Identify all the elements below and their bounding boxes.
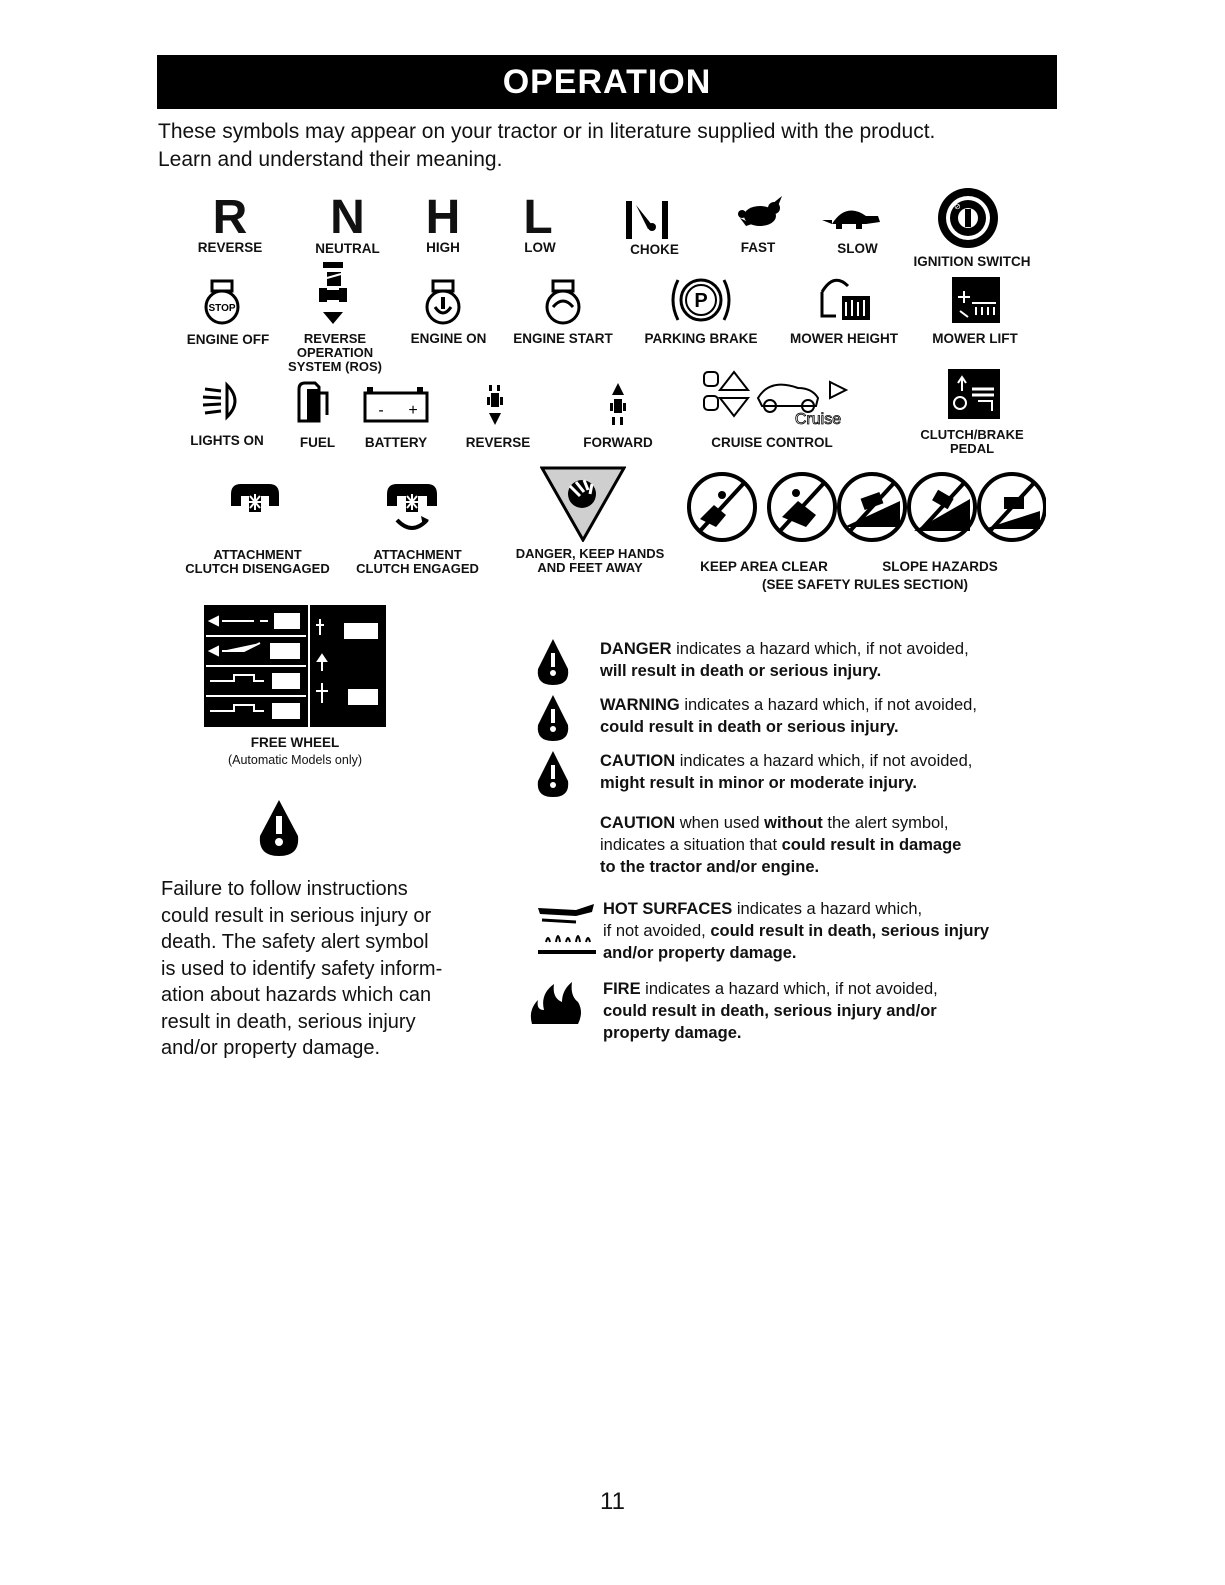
high-label: HIGH [426, 240, 460, 255]
rabbit-fast-icon [732, 196, 784, 230]
danger-hands-label-2: AND FEET AWAY [537, 560, 643, 575]
intro-line-2: Learn and understand their meaning. [158, 148, 503, 171]
intro-text [158, 118, 1058, 174]
caution2-mid1: when used [675, 814, 765, 832]
failure-line: could result in serious injury or [161, 904, 432, 927]
page-title: OPERATION [157, 55, 1057, 109]
ros-label [280, 332, 390, 374]
parking-p-text: P [694, 290, 708, 312]
attachment-disengaged-label [175, 548, 340, 576]
caution-rest: indicates a hazard which, if not avoided, [675, 752, 973, 770]
clutch-brake-label-1: CLUTCH/BRAKE [920, 427, 1024, 442]
neutral-letter: N [330, 191, 365, 244]
engine-on-label: ENGINE ON [410, 331, 487, 346]
page-number: 11 [600, 1488, 625, 1515]
caution2-line2a: indicates a situation that [600, 836, 782, 854]
hot-line2a: if not avoided, [603, 922, 711, 940]
hot-surfaces-icon [536, 900, 598, 960]
attach-en-label-1: ATTACHMENT [373, 547, 462, 562]
free-wheel-icon [204, 605, 386, 727]
danger-definition [600, 638, 1040, 682]
parking-brake-label: PARKING BRAKE [644, 331, 758, 346]
free-wheel-label: FREE WHEEL [250, 735, 340, 750]
attachment-engaged-label [345, 548, 490, 576]
reverse-label: REVERSE [197, 240, 263, 255]
hot-line2b: could result in death, serious injury [710, 922, 990, 940]
warning-definition [600, 694, 1040, 738]
slope-hazards-icon [836, 471, 1046, 543]
fire-icon [528, 980, 584, 1026]
failure-line: death. The safety alert symbol [161, 931, 429, 953]
failure-line: Failure to follow instructions [161, 878, 408, 900]
svg-text:⊘: ⊘ [954, 202, 961, 211]
danger-bold: will result in death or serious injury. [600, 662, 882, 680]
lights-on-label: LIGHTS ON [190, 433, 264, 448]
danger-hands-label [505, 547, 675, 575]
caution-definition [600, 750, 1040, 794]
battery-minus: - [378, 402, 384, 419]
fire-word: FIRE [603, 980, 641, 998]
forward-arrow-icon [608, 381, 628, 429]
engine-start-icon [543, 279, 583, 325]
warning-bold: could result in death or serious injury. [600, 718, 899, 736]
choke-icon [622, 199, 672, 241]
hot-rest: indicates a hazard which, [732, 900, 923, 918]
low-letter: L [523, 191, 553, 244]
caution-alert-icon [536, 749, 570, 799]
ignition-switch-icon [937, 187, 999, 249]
caution2-without: without [764, 814, 823, 832]
danger-word: DANGER [600, 640, 672, 658]
failure-line: ation about hazards which can [161, 984, 432, 1006]
cruise-text: Cruise [794, 411, 842, 428]
cruise-control-icon [700, 368, 860, 428]
neutral-label: NEUTRAL [315, 241, 380, 256]
attachment-disengaged-icon [229, 482, 281, 516]
danger-hands-label-1: DANGER, KEEP HANDS [515, 546, 665, 561]
ros-label-2: OPERATION [296, 345, 374, 360]
caution2-word: CAUTION [600, 814, 676, 832]
fuel-label: FUEL [299, 435, 336, 450]
free-wheel-sublabel: (Automatic Models only) [227, 753, 363, 767]
failure-line: result in death, serious injury [161, 1010, 416, 1033]
choke-label: CHOKE [630, 242, 679, 257]
danger-rest: indicates a hazard which, if not avoided, [671, 640, 969, 658]
high-letter: H [425, 191, 461, 244]
caution-no-symbol-definition [600, 812, 1040, 878]
ignition-label: IGNITION SWITCH [913, 254, 1031, 269]
ros-icon [313, 258, 353, 330]
turtle-slow-icon [822, 202, 884, 230]
ros-label-1: REVERSE [303, 331, 367, 346]
hot-line3: and/or property damage. [603, 944, 797, 962]
parking-brake-icon [670, 272, 732, 328]
battery-icon [361, 385, 431, 425]
engine-start-label: ENGINE START [513, 331, 613, 346]
fire-definition [603, 978, 1043, 1044]
engine-on-icon [423, 279, 463, 325]
headlight-icon [201, 379, 245, 423]
attach-dis-label-1: ATTACHMENT [213, 547, 302, 562]
attachment-engaged-icon [385, 482, 439, 538]
fire-line2: could result in death, serious injury and/or [603, 1002, 937, 1020]
reverse-arrow-icon [485, 381, 505, 429]
engine-off-icon [202, 279, 242, 325]
attach-dis-label-2: CLUTCH DISENGAGED [185, 561, 330, 576]
slow-label: SLOW [837, 241, 878, 256]
fuel-icon [297, 381, 331, 423]
fire-rest: indicates a hazard which, if not avoided, [640, 980, 938, 998]
fire-line3: property damage. [603, 1024, 742, 1042]
failure-paragraph [161, 876, 471, 1062]
warning-rest: indicates a hazard which, if not avoided, [679, 696, 977, 714]
failure-line: is used to identify safety inform- [161, 957, 443, 980]
mower-lift-label: MOWER LIFT [932, 331, 1018, 346]
slope-hazards-label: SLOPE HAZARDS [882, 559, 998, 574]
caution-word: CAUTION [600, 752, 676, 770]
caution2-line2b: could result in damage [781, 836, 962, 854]
danger-hands-icon [540, 466, 626, 542]
keep-area-clear-label: KEEP AREA CLEAR [700, 559, 828, 574]
engine-off-icon-text: STOP [208, 303, 236, 314]
fast-label: FAST [740, 240, 776, 255]
ros-label-3: SYSTEM (ROS) [288, 359, 382, 374]
mower-lift-icon [952, 277, 1000, 323]
safety-alert-icon [258, 798, 300, 858]
cruise-label: CRUISE CONTROL [711, 435, 833, 450]
safety-rules-note: (SEE SAFETY RULES SECTION) [761, 577, 969, 592]
forward-label: FORWARD [583, 435, 653, 450]
caution2-line3: to the tractor and/or engine. [600, 858, 820, 876]
reverse-letter: R [212, 191, 248, 244]
clutch-brake-label-2: PEDAL [949, 441, 995, 456]
keep-area-clear-icon [686, 471, 846, 543]
attach-en-label-2: CLUTCH ENGAGED [356, 561, 479, 576]
warning-alert-icon [536, 693, 570, 743]
failure-line: and/or property damage. [161, 1037, 381, 1059]
battery-plus: + [408, 402, 418, 419]
danger-alert-icon [536, 637, 570, 687]
caution2-mid2: the alert symbol, [822, 814, 949, 832]
mower-height-label: MOWER HEIGHT [790, 331, 898, 346]
hot-surfaces-definition [603, 898, 1053, 964]
engine-off-label: ENGINE OFF [186, 332, 270, 347]
reverse-row3-label: REVERSE [465, 435, 531, 450]
battery-label: BATTERY [364, 435, 428, 450]
caution-bold: might result in minor or moderate injury. [600, 774, 917, 792]
clutch-brake-label [908, 428, 1036, 456]
mower-height-icon [818, 272, 874, 324]
hot-word: HOT SURFACES [603, 900, 733, 918]
clutch-brake-pedal-icon [948, 369, 1000, 419]
low-label: LOW [524, 240, 556, 255]
intro-line-1: These symbols may appear on your tractor or in literature supplied with the product. [158, 120, 936, 143]
warning-word: WARNING [600, 696, 680, 714]
